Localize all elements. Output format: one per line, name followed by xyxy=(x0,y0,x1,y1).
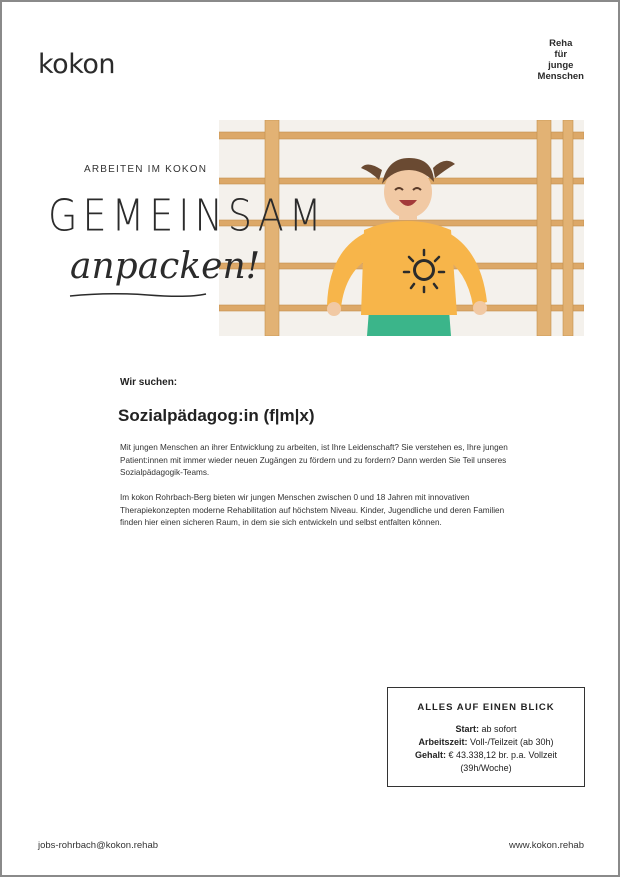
footer-website-link[interactable]: www.kokon.rehab xyxy=(509,840,584,851)
summary-rows xyxy=(388,723,584,775)
intro-paragraph: Mit jungen Menschen an ihrer Entwicklung zu arbeiten, ist Ihre Leidenschaft? Sie verstehen es, Ihre jungen Patient:innen mit immer wieder neuen Zugängen zu fördern und zu fordern? Dann werden Sie Teil unseres Sozialpädagogik-Teams. xyxy=(120,443,508,477)
salary-row xyxy=(388,749,584,762)
job-title: Sozialpädagog:in (f|m|x) xyxy=(118,406,315,425)
salary-label: Gehalt: xyxy=(414,750,446,760)
tagline-line: für xyxy=(554,49,568,60)
headline-underline xyxy=(68,288,208,302)
salary-note: (39h/Woche) xyxy=(460,763,512,773)
about-paragraph: Im kokon Rohrbach-Berg bieten wir jungen Menschen zwischen 0 und 18 Jahren mit innovativen Therapiekonzepten moderne Rehabilitation auf höchstem Niveau. Kinder, Jugendliche und deren Familien finden hier einen sicheren Raum, in dem sie sich entwickeln und selbst entfalten können. xyxy=(120,493,505,527)
worktime-row xyxy=(388,736,584,749)
kicker-text: ARBEITEN IM KOKON xyxy=(84,164,208,175)
worktime-value: Voll-/Teilzeit (ab 30h) xyxy=(469,737,554,747)
start-value: ab sofort xyxy=(481,724,517,734)
tagline xyxy=(538,38,584,82)
footer-email-link[interactable]: jobs-rohrbach@kokon.rehab xyxy=(38,840,159,851)
start-row xyxy=(388,723,584,736)
start-label: Start: xyxy=(455,724,479,734)
summary-box-title: ALLES AUF EINEN BLICK xyxy=(417,702,555,713)
tagline-line: Menschen xyxy=(537,71,584,82)
worktime-label: Arbeitszeit: xyxy=(418,737,468,747)
salary-value: € 43.338,12 br. p.a. Vollzeit xyxy=(448,750,558,760)
tagline-line: junge xyxy=(548,60,574,71)
headline-line-2: anpacken! xyxy=(70,246,261,287)
summary-box xyxy=(387,687,585,787)
tagline-line: Reha xyxy=(549,38,573,49)
headline-line-1: GEMEINSAM xyxy=(48,190,327,241)
kokon-logo: kokon xyxy=(38,49,115,80)
intro-label: Wir suchen: xyxy=(120,377,178,388)
